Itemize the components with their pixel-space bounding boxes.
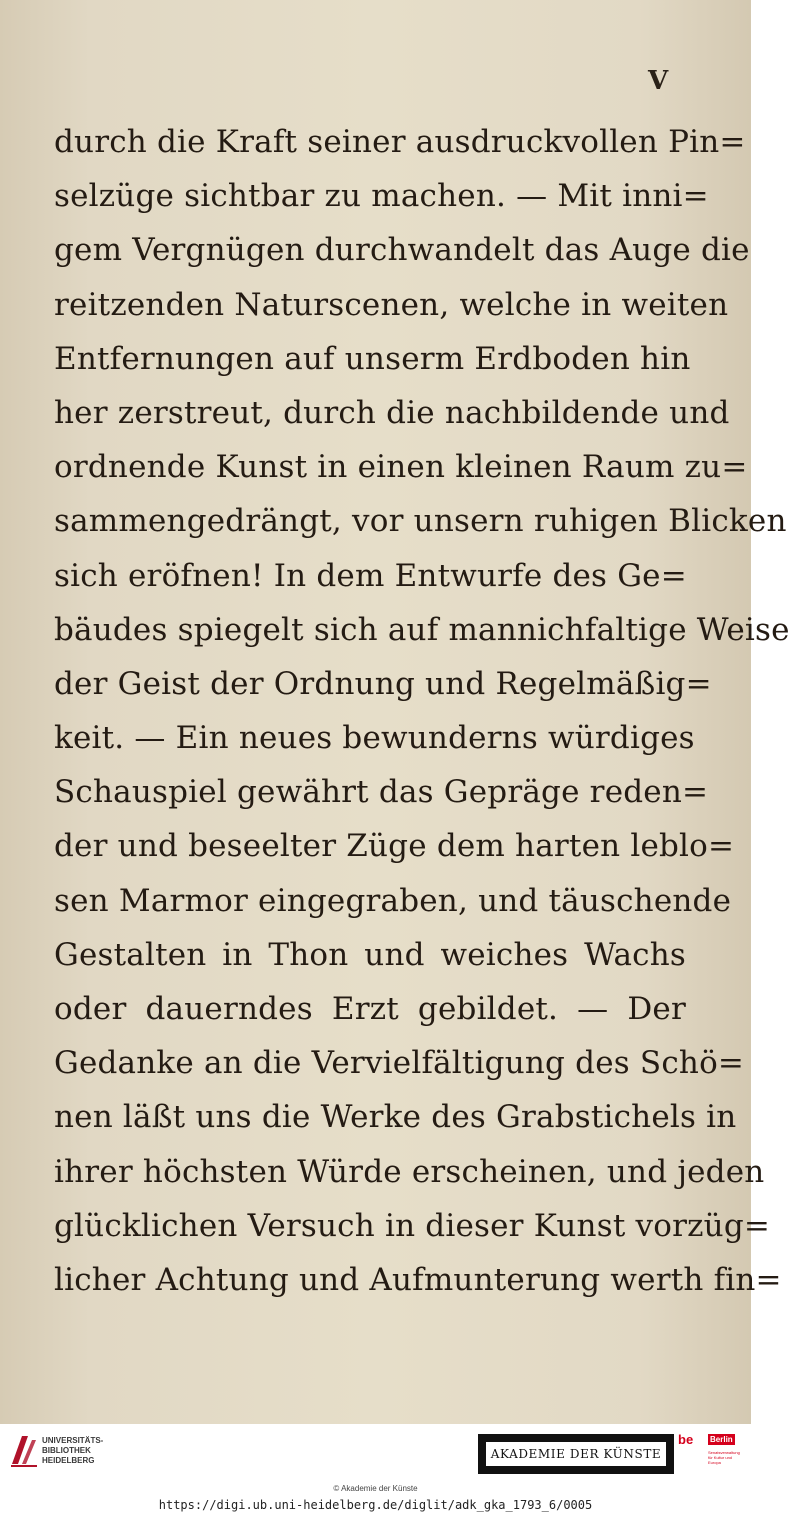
text-line: der und beseelter Züge dem harten leblo= xyxy=(54,828,735,865)
text-line: Entfernungen auf unserm Erdboden hin xyxy=(54,340,691,377)
text-line: her zerstreut, durch die nachbildende und xyxy=(54,394,730,431)
text-line: Gestalten in Thon und weiches Wachs xyxy=(54,936,686,973)
library-logo-text: UNIVERSITÄTS- BIBLIOTHEK HEIDELBERG xyxy=(42,1436,104,1465)
text-line: ordnende Kunst in einen kleinen Raum zu= xyxy=(54,449,748,486)
text-line: sich eröfnen! In dem Entwurfe des Ge= xyxy=(54,557,687,594)
text-line: durch die Kraft seiner ausdruckvollen Pin= xyxy=(54,124,746,160)
page-number: V xyxy=(648,66,669,96)
text-line: sen Marmor eingegraben, und täuschende xyxy=(54,882,732,919)
copyright-notice: © Akademie der Künste xyxy=(333,1484,418,1493)
permalink-url[interactable]: https://digi.ub.uni-heidelberg.de/diglit/adk_gka_1793_6/0005 xyxy=(158,1498,593,1512)
text-line: oder dauerndes Erzt gebildet. — Der xyxy=(54,991,686,1027)
text-line: gem Vergnügen durchwandelt das Auge die xyxy=(54,232,750,269)
text-line: der Geist der Ordnung und Regelmäßig= xyxy=(54,665,712,702)
text-line: sammengedrängt, vor unsern ruhigen Blicken xyxy=(54,503,787,540)
text-line: nen läßt uns die Werke des Grabstichels in xyxy=(54,1099,737,1136)
text-line: Gedanke an die Vervielfältigung des Schö= xyxy=(54,1045,745,1082)
text-line: keit. — Ein neues bewunderns würdiges xyxy=(54,720,695,757)
text-line: licher Achtung und Aufmunterung werth fin= xyxy=(54,1261,782,1298)
text-line: bäudes spiegelt sich auf mannichfaltige Weise xyxy=(54,611,790,648)
be-logo-subtitle: Senatsverwaltung für Kultur und Europa xyxy=(708,1450,740,1465)
academy-logo[interactable] xyxy=(478,1434,674,1474)
text-line: selzüge sichtbar zu machen. — Mit inni= xyxy=(54,178,709,215)
be-logo-berlin: Berlin xyxy=(710,1435,733,1444)
be-logo-mark: be xyxy=(678,1432,694,1447)
text-line: ihrer höchsten Würde erscheinen, und jeden xyxy=(54,1153,765,1190)
body-text xyxy=(54,124,790,1316)
be-berlin-logo[interactable] xyxy=(678,1432,742,1470)
text-line: Schauspiel gewährt das Gepräge reden= xyxy=(54,774,709,811)
text-line: reitzenden Naturscenen, welche in weiten xyxy=(54,286,729,323)
text-line: glücklichen Versuch in dieser Kunst vorzüg= xyxy=(54,1207,771,1244)
academy-logo-text: AKADEMIE DER KÜNSTE xyxy=(486,1442,666,1466)
university-library-logo[interactable] xyxy=(8,1428,104,1474)
library-mark-icon xyxy=(8,1430,40,1470)
